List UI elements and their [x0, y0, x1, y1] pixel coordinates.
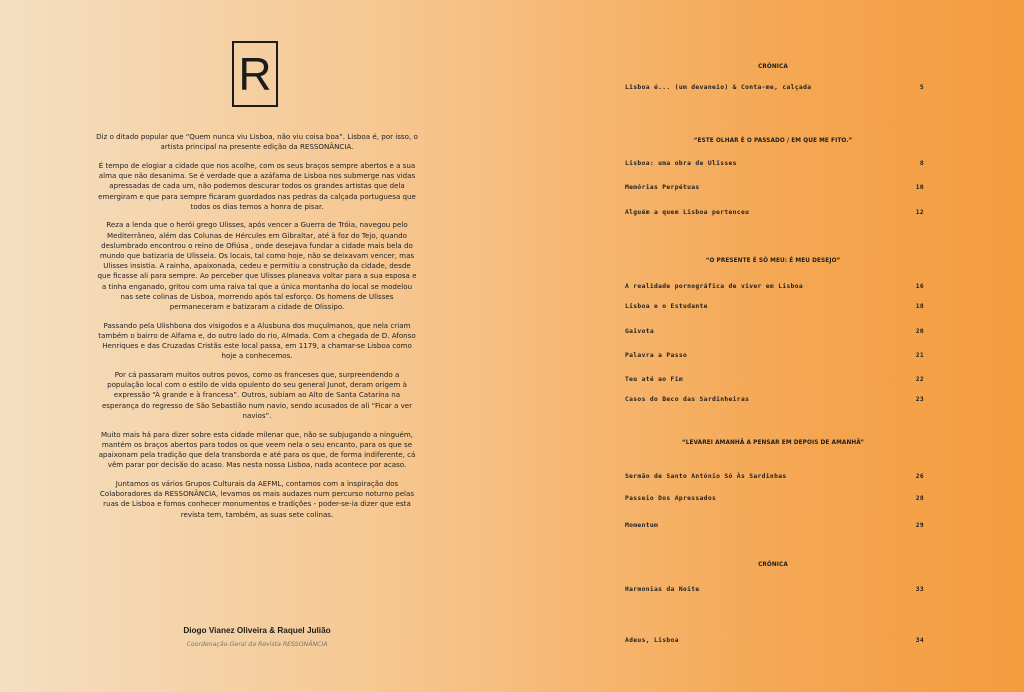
toc-entry[interactable]: [625, 352, 924, 359]
ressonancia-logo: [232, 41, 278, 107]
toc-entry[interactable]: [625, 586, 924, 593]
toc-entry[interactable]: [625, 160, 924, 167]
toc-section-title: “LEVAREI AMANHÃ A PENSAR EM DEPOIS DE AMANHÃ”: [681, 438, 865, 446]
editorial-paragraph: Por cá passaram muitos outros povos, como os franceses que, surpreendendo a população local com o estilo de vida opulento do seu general Junot, deram origem à expressão “À grande e à francesa”. Outros, subiam ao Alto de Santa Catarina na esperança do regresso de São Sebastião num navio, sendo acusados de ali “Ficar a ver navios”.: [101, 370, 413, 420]
toc-entry-page: 12: [915, 209, 924, 216]
toc-entry[interactable]: [625, 522, 924, 529]
toc-entry-page: 23: [915, 396, 924, 403]
toc-entry[interactable]: [625, 328, 924, 335]
toc-entry-page: 26: [915, 473, 924, 480]
toc-entry[interactable]: [625, 184, 924, 191]
toc-entry-title: Memórias Perpétuas: [625, 184, 700, 191]
toc-entry-title: Harmonias da Noite: [625, 586, 700, 593]
toc-entry-title: Passeio Dos Apressados: [625, 495, 717, 502]
toc-entry[interactable]: [625, 495, 924, 502]
toc-entry-page: 10: [915, 184, 924, 191]
editorial-paragraph: Reza a lenda que o herói grego Ulisses, após vencer a Guerra de Tróia, navegou pelo Mediterrâneo, além das Colunas de Hércules em Gibraltar, até à foz do Tejo, quando deslumbrado encontrou o reino de Ofiúsa , onde desejava fundar a cidade mais bela do mundo que batizaria de Ulisseia. Os locais, tal como hoje, não se deixavam vencer, mas Ulisses insistia. A rainha, apaixonada, cedeu e permitiu a construção da cidade, desde que ficasse ali para sempre. Ao perceber que Ulisses planeava voltar para a sua esposa e a tinha enganado, gritou com uma raiva tal que a única montanha do local se modelou nas sete colinas de Lisboa, morrendo após tal esforço. Os homens de Ulisses permaneceram e batizaram a cidade de Olissipo.: [97, 220, 417, 312]
toc-entry-title: Lisboa e o Estudante: [625, 303, 708, 310]
editorial-text: [96, 132, 418, 528]
toc-entry-page: 22: [915, 376, 924, 383]
toc-entry-title: Adeus, Lisboa: [625, 637, 679, 644]
toc-entry[interactable]: [625, 473, 924, 480]
editorial-signature: Diogo Vianez Oliveira & Raquel Julião: [183, 626, 331, 635]
toc-entry-title: Palavra a Passo: [625, 352, 688, 359]
toc-entry-title: Lisboa é... (um devaneio) & Conta-me, calçada: [625, 84, 812, 91]
toc-entry-page: 29: [915, 522, 924, 529]
toc-section-title: CRÓNICA: [758, 560, 788, 568]
toc-entry-page: 34: [915, 637, 924, 644]
toc-entry-title: Teu até ao Fim: [625, 376, 683, 383]
editorial-paragraph: Diz o ditado popular que “Quem nunca viu Lisboa, não viu coisa boa”. Lisboa é, por isso, o artista principal na presente edição da RESSONÂNCIA.: [96, 132, 418, 152]
toc-section-title: “O PRESENTE É SÓ MEU: É MEU DESEJO”: [705, 256, 841, 264]
toc-entry-title: A realidade pornográfica de viver em Lisboa: [625, 283, 804, 290]
toc-entry-page: 16: [915, 283, 924, 290]
toc-section-title: CRÓNICA: [758, 62, 788, 70]
toc-entry-page: 5: [919, 84, 924, 91]
logo-letter: R: [238, 48, 272, 100]
editorial-paragraph: Muito mais há para dizer sobre esta cidade milenar que, não se subjugando a ninguém, mantém os braços abertos para todos os que veem nela o seu encanto, para os que se apaixonam pela tradição que dela transborda e até para os que, de forma indiferente, cá vêm parar por decisão do acaso. Mas nesta nossa Lisboa, nada acontece por acaso.: [98, 429, 416, 470]
toc-entry-title: Sermão de Santo António Só Às Sardinhas: [625, 473, 787, 480]
toc-entry[interactable]: [625, 376, 924, 383]
toc-entry-page: 18: [915, 303, 924, 310]
toc-entry[interactable]: [625, 396, 924, 403]
editorial-paragraph: Juntamos os vários Grupos Culturais da AEFML, contamos com a inspiração dos Colaboradores da RESSONÂNCIA, levamos os mais audazes num percurso noturno pelas ruas de Lisboa e fomos conhecer monumentos e tradições - poder-se-ia dizer que esta revista tem, também, as suas sete colinas.: [99, 478, 415, 519]
editorial-paragraph: É tempo de elogiar a cidade que nos acolhe, com os seus braços sempre abertos e a sua alma que não desanima. Se é verdade que a azáfama de Lisboa nos submerge nas vidas apressadas de cada um, não podemos descurar todos os grandes artistas que dela emergiram e que para sempre ficaram guardados nas pedras da calçada portuguesa que todos os dias temos a honra de pisar.: [98, 160, 416, 211]
toc-entry-page: 8: [919, 160, 924, 167]
toc-entry[interactable]: [625, 283, 924, 290]
toc-section-title: “ESTE OLHAR É O PASSADO / EM QUE ME FITO.”: [693, 136, 853, 144]
toc-entry-title: Gaivota: [625, 328, 654, 335]
toc-entry-page: 21: [915, 352, 924, 359]
editorial-paragraph: Passando pela Ulishbona dos visigodos e a Alusbuna dos muçulmanos, que nela criam também o bairro de Alfama e, do outro lado do rio, Almada. Com a chegada de D. Afonso Henriques e das Cruzadas Cristãs este local passa, em 1179, a chamar-se Lisboa como hoje a conhecemos.: [98, 320, 416, 361]
toc-entry-page: 33: [915, 586, 924, 593]
toc-entry[interactable]: [625, 303, 924, 310]
toc-entry-title: Lisboa: uma obra de Ulisses: [625, 160, 737, 167]
toc-entry-title: Alguém a quem Lisboa pertenceu: [625, 209, 750, 216]
toc-entry-page: 28: [915, 495, 924, 502]
toc-entry[interactable]: [625, 84, 924, 91]
toc-entry[interactable]: [625, 209, 924, 216]
toc-entry[interactable]: [625, 637, 924, 644]
editorial-signature-role: Coordenação-Geral da Revista RESSONÂNCIA: [186, 641, 328, 648]
toc-entry-title: Momentum: [625, 522, 659, 529]
toc-entry-title: Casos do Beco das Sardinheiras: [625, 396, 750, 403]
toc-entry-page: 20: [915, 328, 924, 335]
